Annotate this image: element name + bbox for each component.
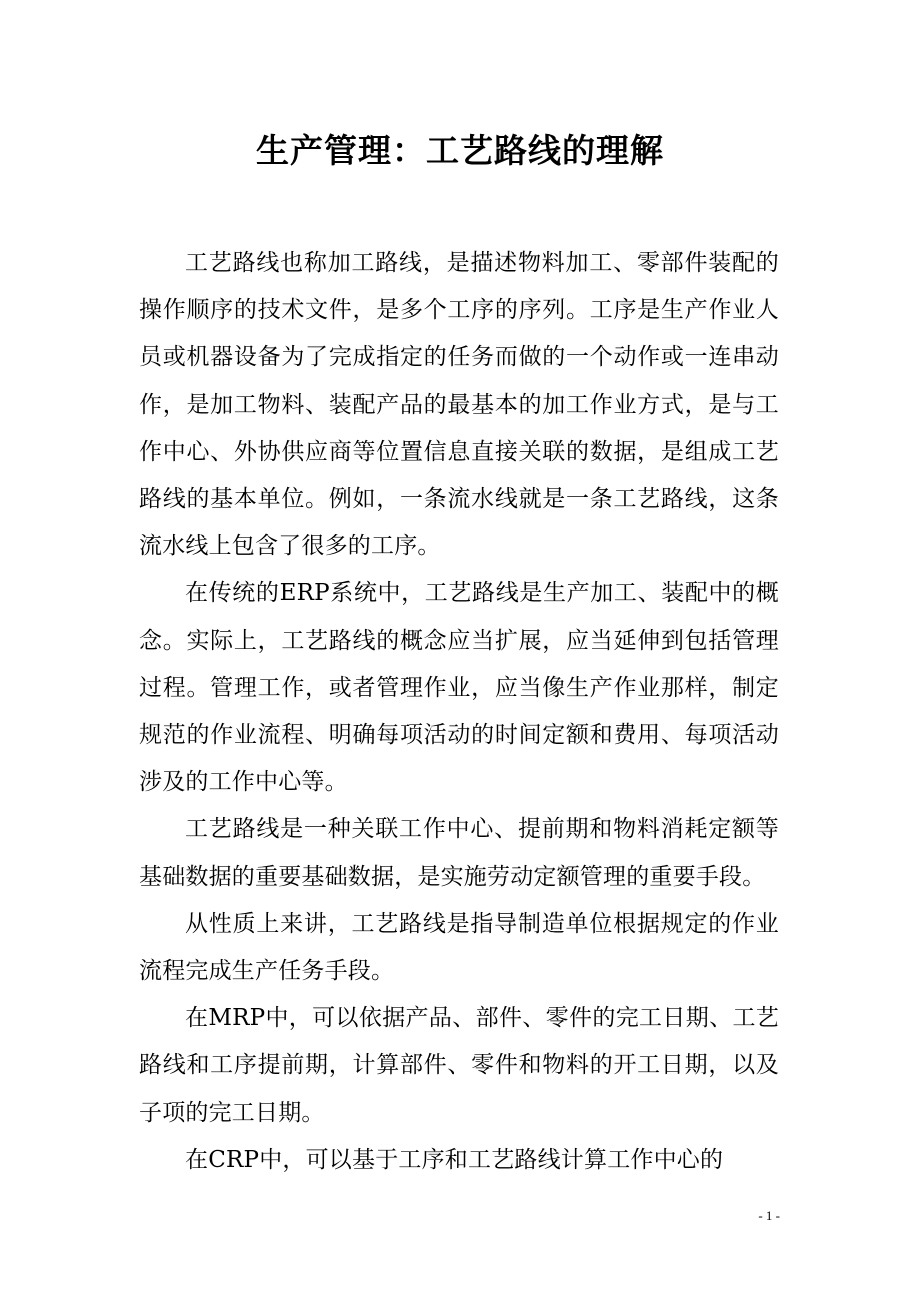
paragraph-nature: 从性质上来讲，工艺路线是指导制造单位根据规定的作业流程完成生产任务手段。 [139, 910, 779, 985]
document-body [139, 240, 779, 1184]
paragraph-erp-concept: 在传统的ERP系统中，工艺路线是生产加工、装配中的概念。实际上，工艺路线的概念应当扩展，应当延伸到包括管理过程。管理工作，或者管理作业，应当像生产作业那样，制定规范的作业流程、明确每项活动的时间定额和费用、每项活动涉及的工作中心等。 [139, 580, 779, 796]
paragraph-crp: 在CRP中，可以基于工序和工艺路线计算工作中心的 [185, 1146, 724, 1173]
paragraph-routing-definition: 工艺路线也称加工路线，是描述物料加工、零部件装配的操作顺序的技术文件，是多个工序的序列。工序是生产作业人员或机器设备为了完成指定的任务而做的一个动作或一连串动作，是加工物料、装配产品的最基本的加工作业方式，是与工作中心、外协供应商等位置信息直接关联的数据，是组成工艺路线的基本单位。例如，一条流水线就是一条工艺路线，这条流水线上包含了很多的工序。 [139, 250, 779, 560]
paragraph-mrp: 在MRP中，可以依据产品、部件、零件的完工日期、工艺路线和工序提前期，计算部件、零件和物料的开工日期，以及子项的完工日期。 [139, 1005, 779, 1126]
paragraph-basic-data: 工艺路线是一种关联工作中心、提前期和物料消耗定额等基础数据的重要基础数据，是实施劳动定额管理的重要手段。 [139, 816, 779, 890]
page-title: 生产管理：工艺路线的理解 [256, 131, 664, 170]
page-number: - 1 - [758, 1208, 780, 1223]
